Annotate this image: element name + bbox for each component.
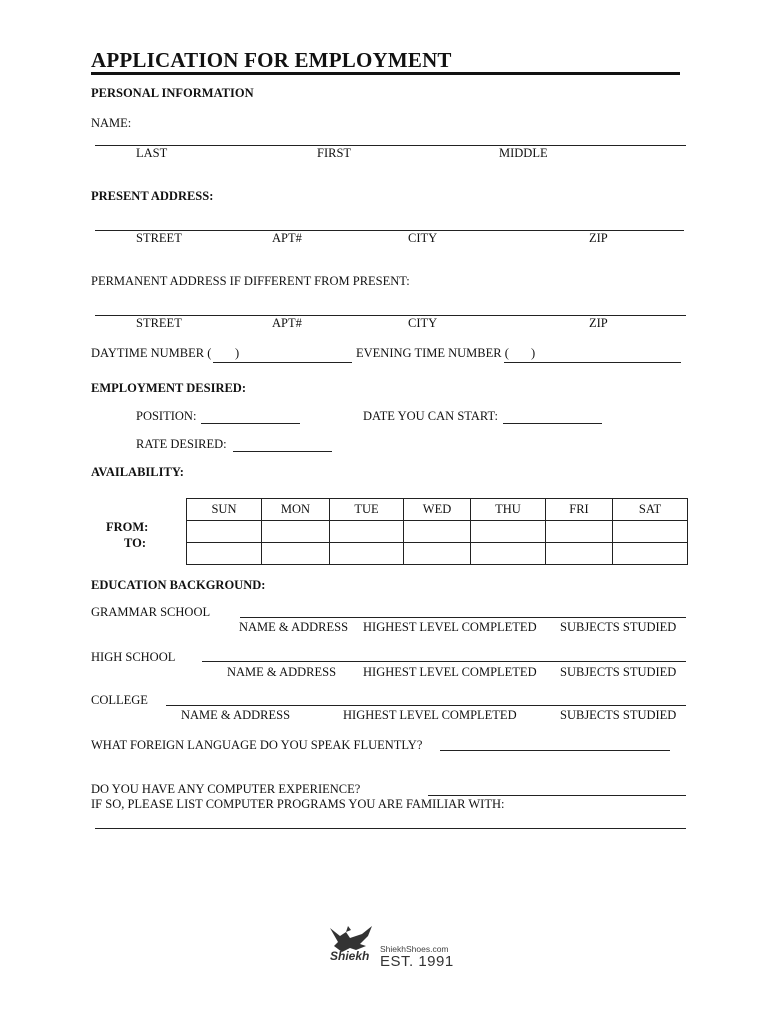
day-tue: TUE (330, 499, 404, 521)
language-question: WHAT FOREIGN LANGUAGE DO YOU SPEAK FLUENTLY? (91, 738, 423, 752)
permanent-apt-caption: APT# (272, 316, 302, 330)
present-address-heading: PRESENT ADDRESS: (91, 189, 214, 203)
start-date-field[interactable] (503, 423, 602, 424)
computer-field[interactable] (428, 795, 686, 796)
title-rule (91, 72, 680, 75)
college-label: COLLEGE (91, 693, 148, 707)
language-field[interactable] (440, 750, 670, 751)
start-date-label: DATE YOU CAN START: (363, 409, 499, 423)
permanent-city-caption: CITY (408, 316, 438, 330)
logo-brand: Shiekh (330, 949, 370, 963)
to-cell[interactable] (471, 543, 546, 565)
to-cell[interactable] (262, 543, 330, 565)
availability-heading: AVAILABILITY: (91, 465, 184, 479)
daytime-number-label: DAYTIME NUMBER ( (91, 346, 212, 360)
high-school-field[interactable] (202, 661, 686, 662)
programs-field[interactable] (95, 828, 686, 829)
personal-heading: PERSONAL INFORMATION (91, 86, 254, 100)
college-level-caption: HIGHEST LEVEL COMPLETED (343, 708, 517, 722)
from-cell[interactable] (187, 521, 262, 543)
employment-heading: EMPLOYMENT DESIRED: (91, 381, 246, 395)
present-street-caption: STREET (136, 231, 182, 245)
from-cell[interactable] (613, 521, 688, 543)
present-city-caption: CITY (408, 231, 438, 245)
to-cell[interactable] (330, 543, 404, 565)
computer-question: DO YOU HAVE ANY COMPUTER EXPERIENCE? (91, 782, 361, 796)
grammar-school-label: GRAMMAR SCHOOL (91, 605, 211, 619)
to-cell[interactable] (404, 543, 471, 565)
permanent-zip-caption: ZIP (589, 316, 608, 330)
high-level-caption: HIGHEST LEVEL COMPLETED (363, 665, 537, 679)
present-apt-caption: APT# (272, 231, 302, 245)
college-field[interactable] (166, 705, 686, 706)
day-wed: WED (404, 499, 471, 521)
from-cell[interactable] (546, 521, 613, 543)
name-first-caption: FIRST (317, 146, 352, 160)
logo-est: EST. 1991 (380, 953, 454, 970)
grammar-school-field[interactable] (240, 617, 686, 618)
college-name-caption: NAME & ADDRESS (181, 708, 291, 722)
rate-field[interactable] (233, 451, 332, 452)
high-name-caption: NAME & ADDRESS (227, 665, 337, 679)
evening-number-label: EVENING TIME NUMBER ( (356, 346, 509, 360)
programs-question: IF SO, PLEASE LIST COMPUTER PROGRAMS YOU ARE FAMILIAR WITH: (91, 797, 505, 811)
day-mon: MON (262, 499, 330, 521)
to-cell[interactable] (187, 543, 262, 565)
day-fri: FRI (546, 499, 613, 521)
rate-label: RATE DESIRED: (136, 437, 227, 451)
permanent-street-caption: STREET (136, 316, 182, 330)
name-label: NAME: (91, 116, 132, 130)
to-label: TO: (124, 536, 146, 550)
present-zip-caption: ZIP (589, 231, 608, 245)
evening-number-close: ) (531, 346, 536, 360)
to-cell[interactable] (613, 543, 688, 565)
college-subjects-caption: SUBJECTS STUDIED (560, 708, 677, 722)
education-heading: EDUCATION BACKGROUND: (91, 578, 266, 592)
availability-to-row (187, 543, 688, 565)
from-cell[interactable] (262, 521, 330, 543)
availability-from-row (187, 521, 688, 543)
daytime-number-field[interactable] (213, 362, 352, 363)
from-cell[interactable] (471, 521, 546, 543)
from-label: FROM: (106, 520, 149, 534)
day-thu: THU (471, 499, 546, 521)
from-cell[interactable] (404, 521, 471, 543)
position-field[interactable] (201, 423, 300, 424)
name-middle-caption: MIDDLE (499, 146, 548, 160)
availability-header-row (187, 499, 688, 521)
page-title: APPLICATION FOR EMPLOYMENT (91, 48, 452, 72)
to-cell[interactable] (546, 543, 613, 565)
position-label: POSITION: (136, 409, 197, 423)
name-last-caption: LAST (136, 146, 168, 160)
grammar-subjects-caption: SUBJECTS STUDIED (560, 620, 677, 634)
day-sat: SAT (613, 499, 688, 521)
grammar-level-caption: HIGHEST LEVEL COMPLETED (363, 620, 537, 634)
daytime-number-close: ) (235, 346, 240, 360)
permanent-address-heading: PERMANENT ADDRESS IF DIFFERENT FROM PRESENT: (91, 274, 410, 288)
from-cell[interactable] (330, 521, 404, 543)
shiekh-logo (326, 920, 456, 970)
name-field[interactable] (95, 145, 686, 146)
grammar-name-caption: NAME & ADDRESS (239, 620, 349, 634)
high-subjects-caption: SUBJECTS STUDIED (560, 665, 677, 679)
evening-number-field[interactable] (504, 362, 681, 363)
day-sun: SUN (187, 499, 262, 521)
logo-site: ShiekhShoes.com (380, 944, 449, 954)
availability-table (186, 498, 688, 565)
high-school-label: HIGH SCHOOL (91, 650, 176, 664)
